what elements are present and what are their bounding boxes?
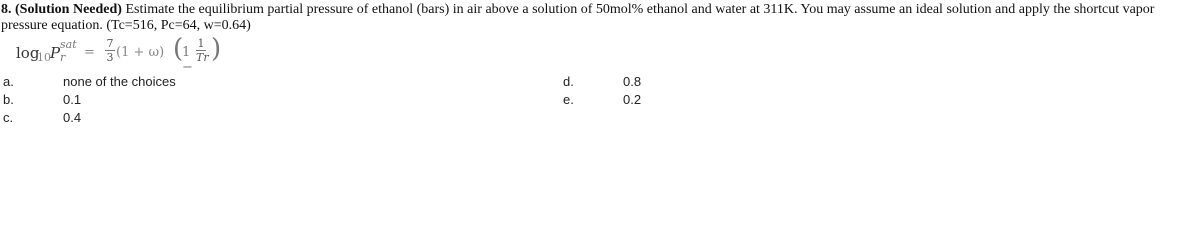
- choice-letter: a.: [3, 74, 14, 89]
- formula-close-paren: ): [211, 34, 222, 64]
- formula-one-minus: 1 −: [182, 45, 193, 75]
- question-text: [1, 2, 1197, 34]
- formula-open-paren: (: [173, 34, 184, 64]
- formula-sat-superscript: sat: [60, 38, 77, 51]
- question-number: 8.: [1, 2, 12, 17]
- formula-fraction-7-3: [105, 38, 115, 63]
- frac1-denominator: 3: [106, 51, 114, 64]
- frac2-denominator: Tr: [196, 51, 209, 64]
- formula-log: log: [16, 44, 40, 62]
- choice-text: none of the choices: [63, 74, 176, 89]
- choice-text: 0.2: [623, 92, 642, 107]
- frac2-numerator: 1: [197, 37, 205, 50]
- formula-omega-term: (1 + ω): [116, 45, 165, 60]
- choice-letter: b.: [3, 92, 14, 107]
- choice-letter: c.: [3, 110, 14, 125]
- question-tag: (Solution Needed): [15, 2, 122, 17]
- choice-text: 0.1: [63, 92, 82, 107]
- question-body: Estimate the equilibrium partial pressure of ethanol (bars) in air above a solution of 50mol% ethanol and water at 311K. You may assume an ideal solution and apply the shortcut vapor pressure equation. (Tc=516, Pc=64, w=0.64): [1, 2, 1155, 33]
- choice-letter: e.: [563, 92, 574, 107]
- choice-letter: d.: [563, 74, 574, 89]
- formula-equals: =: [84, 45, 95, 60]
- formula-pressure-symbol: P: [50, 44, 61, 62]
- choice-text: 0.4: [63, 110, 82, 125]
- formula-fraction-1-tr: [196, 37, 209, 64]
- frac1-numerator: 7: [106, 37, 114, 50]
- formula-r-subscript: r: [60, 51, 66, 64]
- choice-text: 0.8: [623, 74, 642, 89]
- formula-log-base: 10: [37, 51, 51, 64]
